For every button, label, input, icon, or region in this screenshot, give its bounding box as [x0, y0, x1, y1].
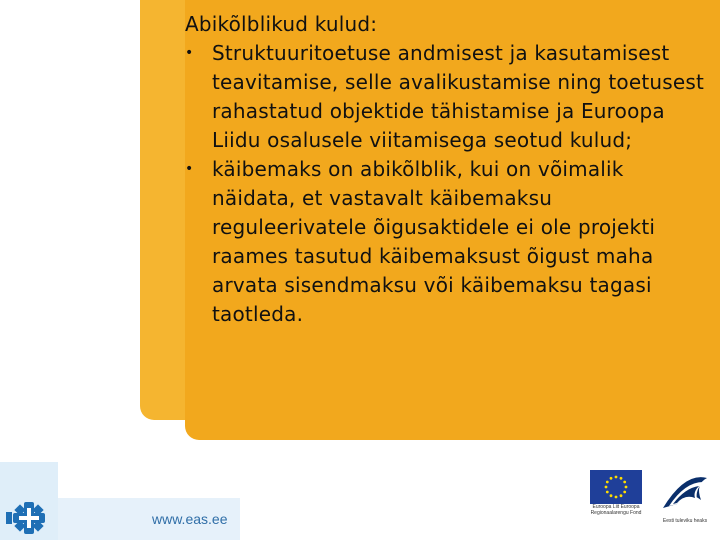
eu-flag-icon [590, 470, 642, 504]
bullet-item [185, 155, 710, 329]
bullet-icon: • [185, 45, 194, 61]
slide-heading: Abikõlblikud kulud: [185, 12, 378, 36]
estonian-logo [655, 470, 715, 528]
eas-snowflake-logo-icon [6, 498, 52, 538]
bullet-icon: • [185, 161, 194, 177]
estonian-swallow-logo-icon [655, 470, 715, 514]
footer-url-link[interactable]: www.eas.ee [152, 511, 228, 527]
bullet-text: käibemaks on abikõlblik, kui on võimalik näidata, et vastavalt käibemaksu reguleerivatele õigusaktidele ei ole projekti raames tasutud käibemaksust õigust maha arvata sisendmaksu või käibemaksu tagasi taotleda. [212, 157, 656, 326]
bullet-list [185, 39, 710, 329]
bullet-item [185, 39, 710, 155]
eu-caption: Euroopa Liit Euroopa Regionaalarengu Fond [590, 504, 642, 516]
eu-logo [590, 470, 646, 528]
estonian-caption: Eesti tuleviku heaks [662, 518, 708, 524]
slide-content [185, 10, 710, 329]
bullet-text: Struktuuritoetuse andmisest ja kasutamisest teavitamise, selle avalikustamise ning toetusest rahastatud objektide tähistamise ja Euroopa Liidu osalusele viitamisega seotud kulud; [212, 41, 705, 152]
